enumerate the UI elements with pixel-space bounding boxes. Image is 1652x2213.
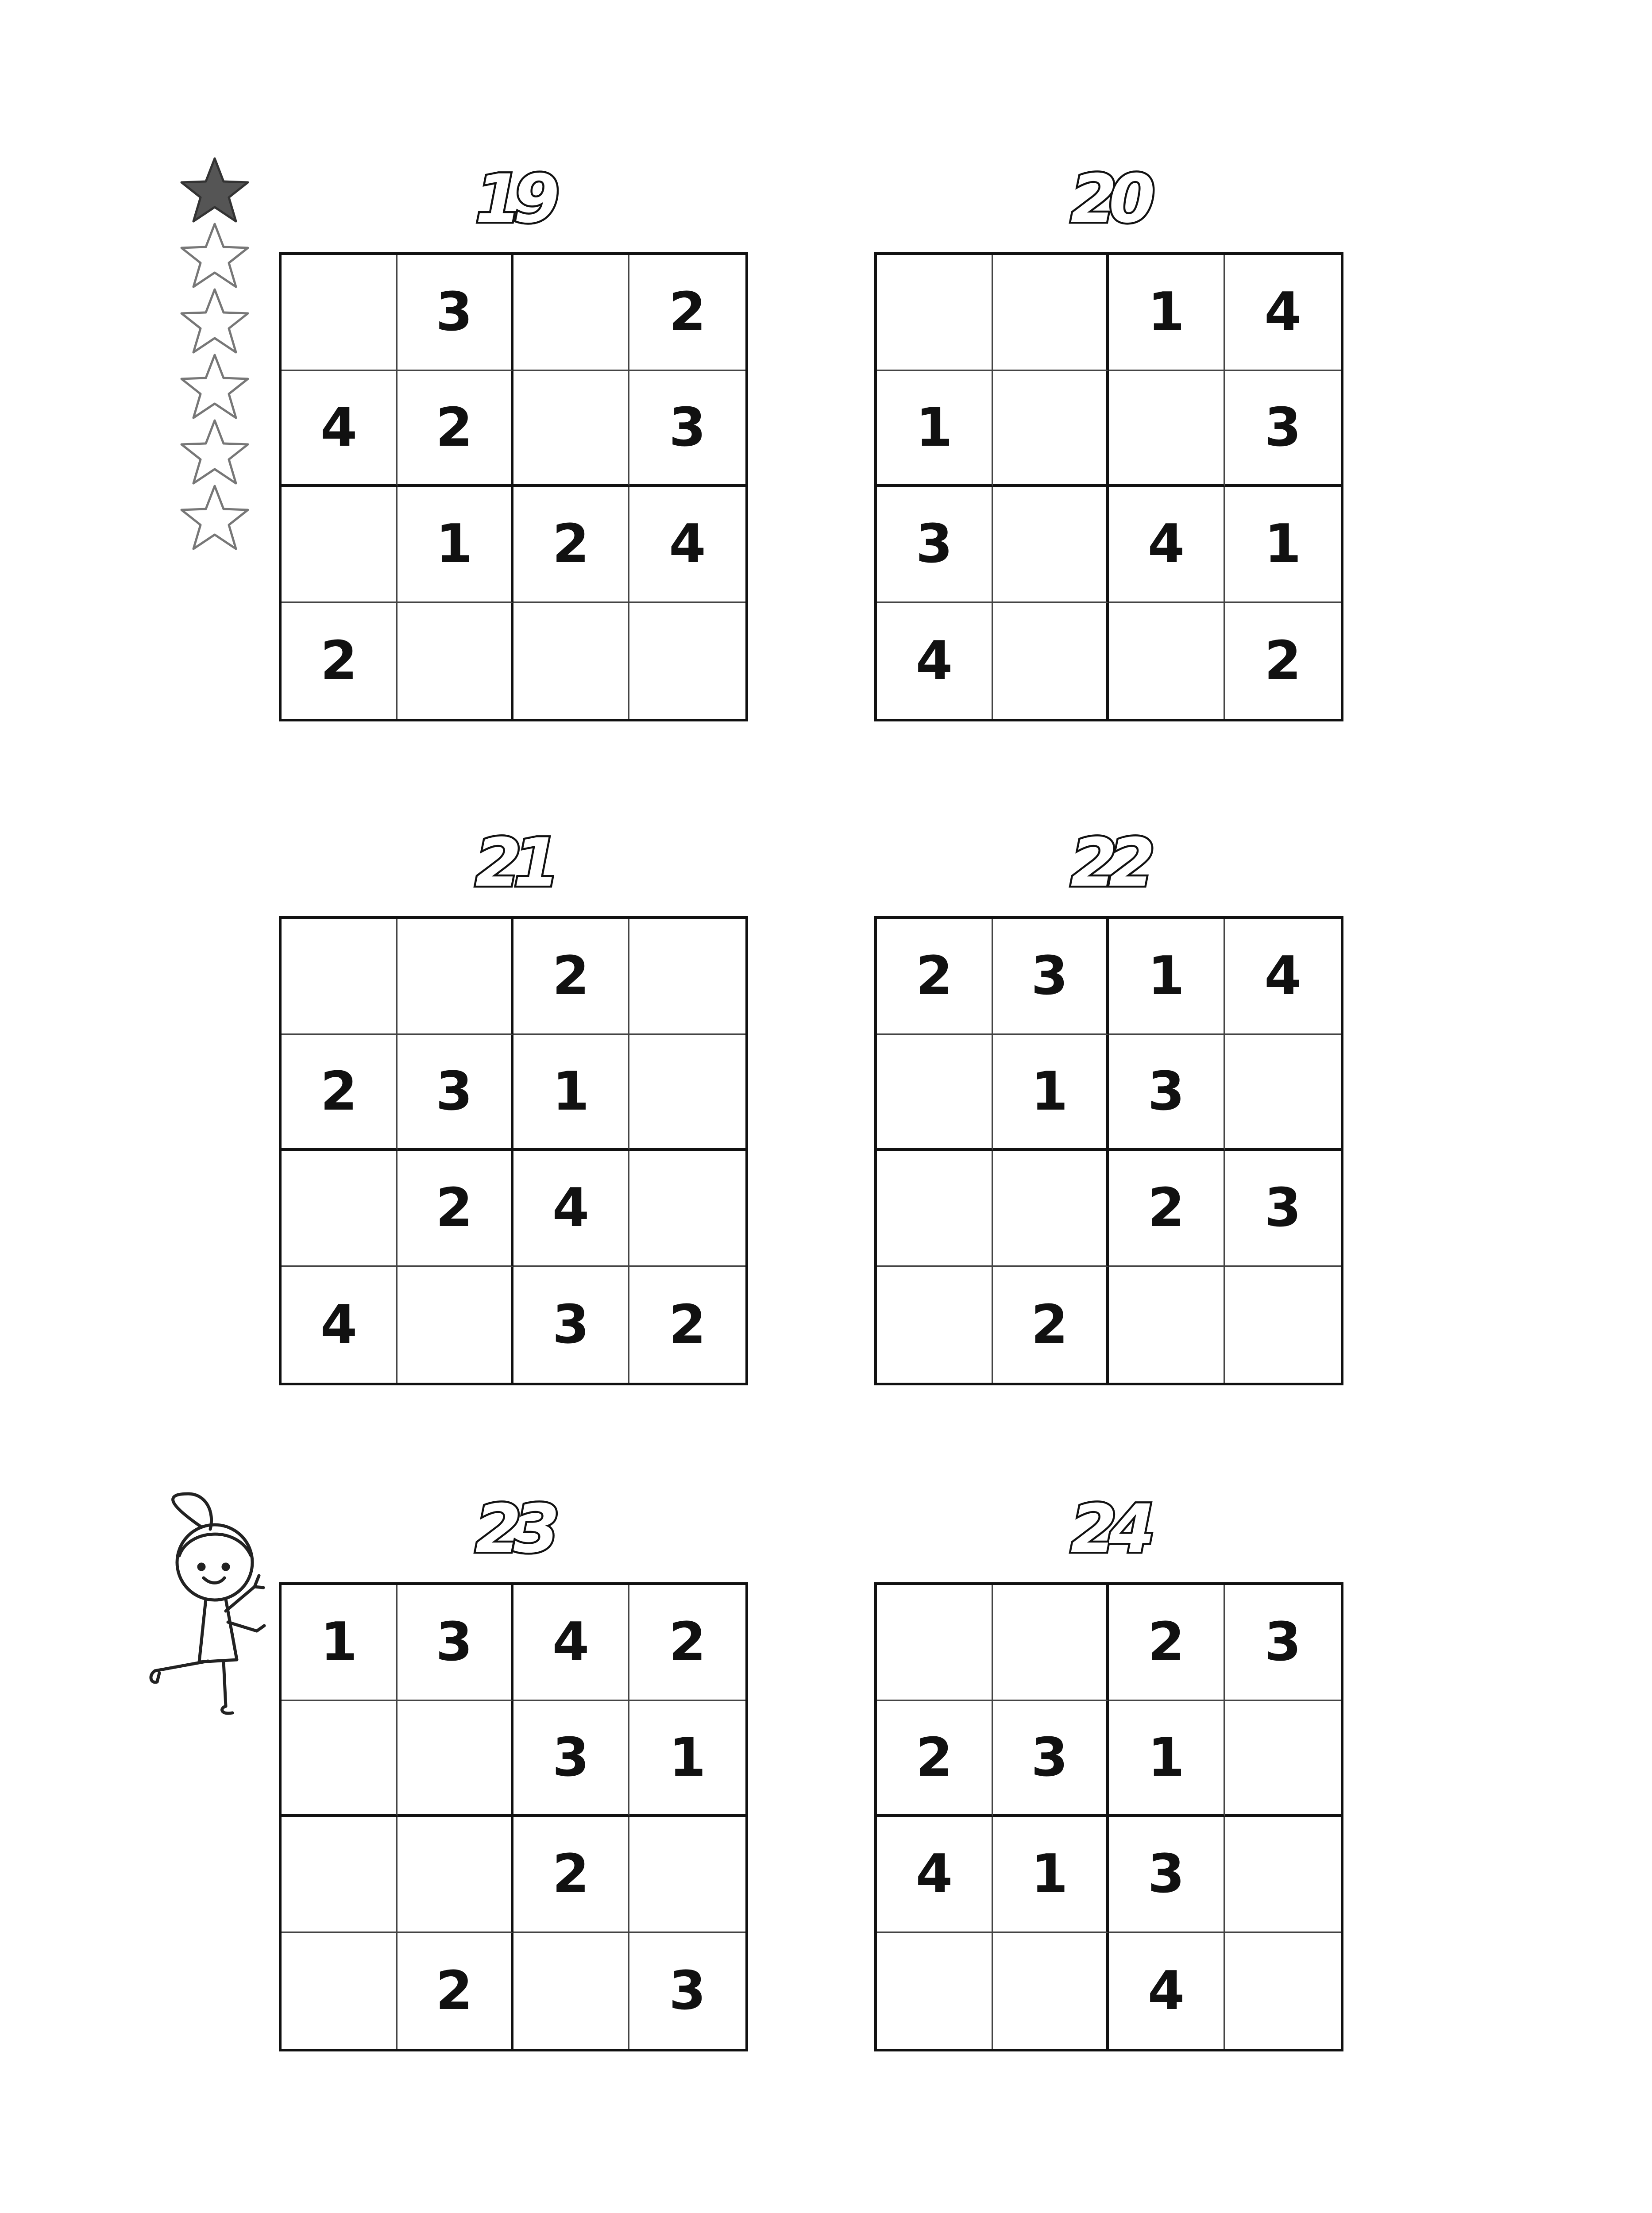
given-digit-cell: 2 (629, 255, 745, 371)
empty-cell[interactable] (1109, 603, 1225, 719)
star-outline-icon (179, 286, 250, 357)
given-digit-cell: 2 (1109, 1151, 1225, 1267)
empty-cell[interactable] (993, 1151, 1109, 1267)
empty-cell[interactable] (629, 1151, 745, 1267)
empty-cell[interactable] (282, 919, 398, 1035)
given-digit-cell: 2 (993, 1267, 1109, 1383)
given-digit-cell: 2 (398, 371, 513, 487)
sudoku-grid (279, 1582, 748, 2051)
given-digit-cell: 4 (877, 603, 993, 719)
given-digit-cell: 1 (1109, 1701, 1225, 1817)
given-digit-cell: 2 (877, 919, 993, 1035)
given-digit-cell: 2 (398, 1933, 513, 2049)
puzzle-number: 24 (1070, 1491, 1147, 1568)
given-digit-cell: 1 (629, 1701, 745, 1817)
sudoku-grid (874, 1582, 1343, 2051)
empty-cell[interactable] (513, 255, 629, 371)
given-digit-cell: 4 (877, 1817, 993, 1933)
empty-cell[interactable] (993, 255, 1109, 371)
given-digit-cell: 3 (1109, 1817, 1225, 1933)
empty-cell[interactable] (877, 1585, 993, 1701)
star-outline-icon (179, 351, 250, 422)
puzzle-number: 20 (1070, 161, 1147, 238)
star-outline-icon (179, 482, 250, 553)
empty-cell[interactable] (282, 1817, 398, 1933)
empty-cell[interactable] (1109, 371, 1225, 487)
star-outline-icon (179, 417, 250, 488)
given-digit-cell: 1 (1109, 919, 1225, 1035)
empty-cell[interactable] (398, 1817, 513, 1933)
given-digit-cell: 4 (1225, 919, 1341, 1035)
empty-cell[interactable] (398, 603, 513, 719)
given-digit-cell: 2 (629, 1585, 745, 1701)
given-digit-cell: 2 (1264, 630, 1301, 692)
given-digit-cell: 4 (513, 1585, 629, 1701)
difficulty-stars (179, 155, 250, 553)
empty-cell[interactable] (1109, 1267, 1225, 1383)
empty-cell[interactable] (282, 1151, 398, 1267)
empty-cell[interactable] (629, 919, 745, 1035)
given-digit-cell: 1 (282, 1585, 398, 1701)
empty-cell[interactable] (993, 1933, 1109, 2049)
empty-cell[interactable] (629, 1817, 745, 1933)
star-outline-icon (179, 220, 250, 291)
given-digit-cell: 1 (877, 371, 993, 487)
given-digit-cell: 2 (669, 1294, 706, 1356)
empty-cell[interactable] (282, 1701, 398, 1817)
empty-cell[interactable] (1225, 1933, 1341, 2049)
puzzle-number: 19 (475, 161, 552, 238)
empty-cell[interactable] (993, 371, 1109, 487)
given-digit-cell: 3 (1225, 1585, 1341, 1701)
given-digit-cell: 4 (1109, 487, 1225, 603)
empty-cell[interactable] (1225, 1701, 1341, 1817)
given-digit-cell: 3 (398, 255, 513, 371)
given-digit-cell: 1 (398, 487, 513, 603)
empty-cell[interactable] (513, 1933, 629, 2049)
sudoku-grid (874, 916, 1343, 1385)
empty-cell[interactable] (398, 919, 513, 1035)
given-digit-cell: 4 (513, 1151, 629, 1267)
empty-cell[interactable] (993, 603, 1109, 719)
given-digit-cell: 2 (513, 919, 629, 1035)
given-digit-cell: 3 (513, 1701, 629, 1817)
empty-cell[interactable] (513, 371, 629, 487)
empty-cell[interactable] (877, 1933, 993, 2049)
empty-cell[interactable] (398, 1267, 513, 1383)
given-digit-cell: 3 (669, 1960, 706, 2022)
sudoku-grid (874, 252, 1343, 721)
given-digit-cell: 2 (513, 1817, 629, 1933)
empty-cell[interactable] (993, 1585, 1109, 1701)
given-digit-cell: 2 (398, 1151, 513, 1267)
given-digit-cell: 1 (513, 1035, 629, 1151)
empty-cell[interactable] (629, 1035, 745, 1151)
given-digit-cell: 4 (629, 487, 745, 603)
puzzle-number: 22 (1070, 825, 1147, 902)
puzzle-number: 21 (475, 825, 552, 902)
given-digit-cell: 3 (513, 1267, 629, 1383)
empty-cell[interactable] (629, 603, 745, 719)
given-digit-cell: 3 (1225, 1151, 1341, 1267)
empty-cell[interactable] (877, 1035, 993, 1151)
empty-cell[interactable] (398, 1701, 513, 1817)
sudoku-grid (279, 916, 748, 1385)
empty-cell[interactable] (1225, 1035, 1341, 1151)
given-digit-cell: 1 (1109, 255, 1225, 371)
empty-cell[interactable] (877, 1267, 993, 1383)
star-filled-icon (179, 155, 250, 226)
given-digit-cell: 2 (282, 1035, 398, 1151)
given-digit-cell: 3 (398, 1035, 513, 1151)
puzzle-number: 23 (475, 1491, 552, 1568)
given-digit-cell: 3 (1225, 371, 1341, 487)
given-digit-cell: 4 (282, 1267, 398, 1383)
given-digit-cell: 2 (877, 1701, 993, 1817)
given-digit-cell: 2 (282, 603, 398, 719)
empty-cell[interactable] (877, 255, 993, 371)
given-digit-cell: 1 (993, 1035, 1109, 1151)
empty-cell[interactable] (993, 487, 1109, 603)
given-digit-cell: 1 (1225, 487, 1341, 603)
empty-cell[interactable] (282, 1933, 398, 2049)
given-digit-cell: 3 (993, 1701, 1109, 1817)
given-digit-cell: 3 (398, 1585, 513, 1701)
given-digit-cell: 4 (282, 371, 398, 487)
given-digit-cell: 3 (877, 487, 993, 603)
sudoku-grid (279, 252, 748, 721)
empty-cell[interactable] (282, 487, 398, 603)
given-digit-cell: 4 (1225, 255, 1341, 371)
empty-cell[interactable] (513, 603, 629, 719)
empty-cell[interactable] (877, 1151, 993, 1267)
empty-cell[interactable] (1225, 1267, 1341, 1383)
given-digit-cell: 2 (513, 487, 629, 603)
given-digit-cell: 3 (629, 371, 745, 487)
given-digit-cell: 1 (993, 1817, 1109, 1933)
stick-girl-illustration (148, 1485, 281, 1724)
given-digit-cell: 3 (993, 919, 1109, 1035)
empty-cell[interactable] (282, 255, 398, 371)
given-digit-cell: 2 (1109, 1585, 1225, 1701)
given-digit-cell: 4 (1109, 1933, 1225, 2049)
empty-cell[interactable] (1225, 1817, 1341, 1933)
given-digit-cell: 3 (1109, 1035, 1225, 1151)
